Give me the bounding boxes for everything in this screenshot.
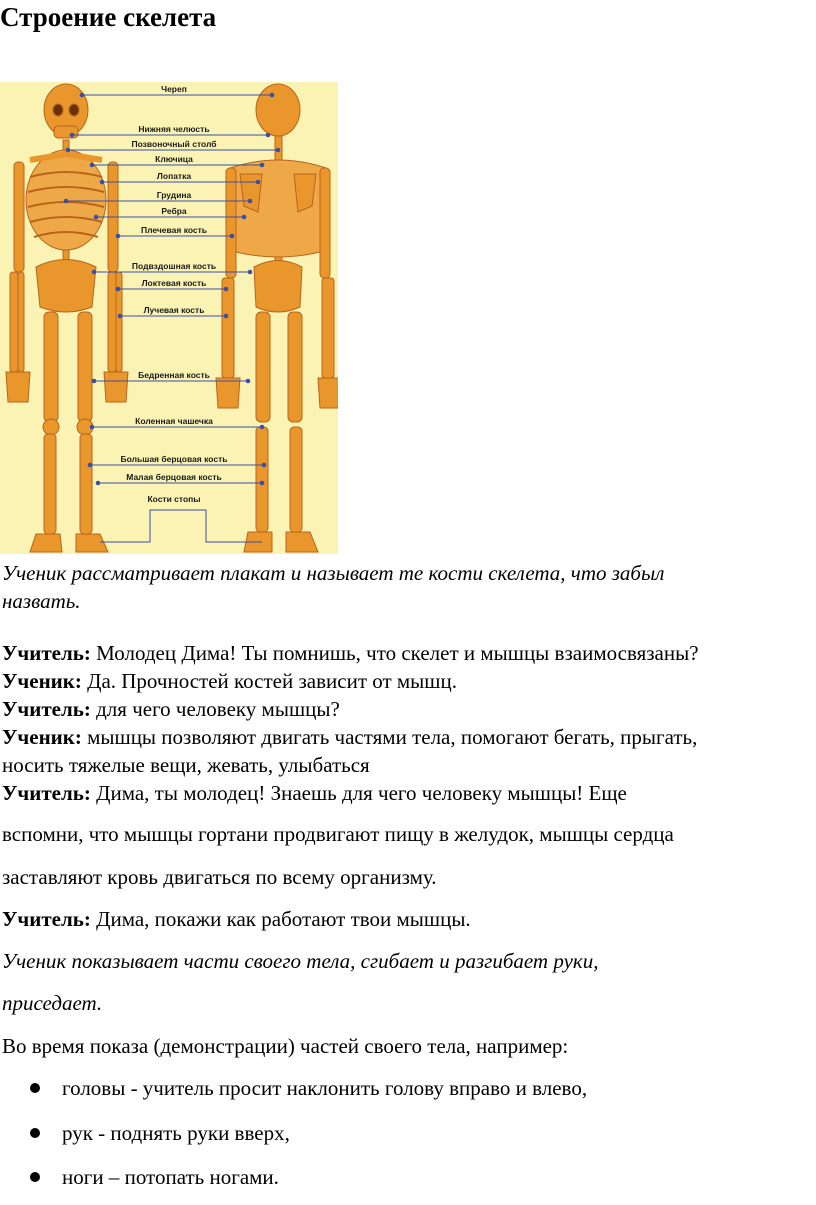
pointer-dot: [260, 481, 264, 485]
dialog-line: [2, 640, 699, 666]
pointer-dot: [248, 270, 252, 274]
bullet-icon: [30, 1083, 40, 1093]
poster-label: Череп: [161, 84, 187, 94]
poster-label: Локтевая кость: [141, 278, 207, 288]
pointer-dot: [246, 379, 250, 383]
utterance: Молодец Дима! Ты помнишь, что скелет и мышцы взаимосвязаны?: [90, 641, 699, 665]
poster-label: Подвздошная кость: [131, 261, 217, 271]
pointer-dot: [276, 148, 280, 152]
list-item: ноги – потопать ногами.: [62, 1165, 279, 1189]
pointer-dot: [224, 287, 228, 291]
poster-label: Малая берцовая кость: [126, 472, 222, 482]
speaker: Учитель:: [2, 781, 91, 805]
pointer-dot: [118, 314, 122, 318]
poster-label: Большая берцовая кость: [120, 454, 228, 464]
poster-label: Лучевая кость: [143, 305, 205, 315]
speaker: Учитель:: [2, 697, 91, 721]
dialog-line: [2, 696, 340, 722]
speaker: Учитель:: [2, 907, 91, 931]
pointer-dot: [270, 93, 274, 97]
utterance: Дима, покажи как работают твои мышцы.: [90, 907, 471, 931]
poster-label: Лопатка: [156, 171, 192, 181]
pointer-dot: [260, 163, 264, 167]
pointer-dot: [262, 463, 266, 467]
poster-label: Нижняя челюсть: [138, 124, 210, 134]
poster-label: Кости стопы: [147, 494, 201, 504]
dialog-line: [2, 906, 471, 932]
pointer-dot: [66, 148, 70, 152]
pointer-dot: [100, 180, 104, 184]
poster-label: Ребра: [161, 206, 187, 216]
pointer-dot: [92, 379, 96, 383]
pointer-dot: [80, 93, 84, 97]
dialog-line: [2, 780, 627, 806]
poster-label: Грудина: [156, 190, 192, 200]
pointer-dot: [260, 425, 264, 429]
pointer-dot: [94, 215, 98, 219]
bullet-icon: [30, 1172, 40, 1182]
stage-direction-cont: приседает.: [2, 991, 103, 1015]
list-item: рук - поднять руки вверх,: [62, 1121, 290, 1145]
utterance: для чего человеку мышцы?: [90, 697, 340, 721]
speaker: Ученик:: [2, 725, 82, 749]
poster-label: Плечевая кость: [140, 225, 208, 235]
dialog-line: [2, 724, 697, 750]
dialog-line: [2, 668, 457, 694]
utterance: Да. Прочностей костей зависит от мышц.: [81, 669, 457, 693]
bullet-icon: [30, 1128, 40, 1138]
pointer-dot: [96, 481, 100, 485]
stage-direction: Ученик показывает части своего тела, сгибает и разгибает руки,: [2, 949, 599, 973]
dialog-line-cont: вспомни, что мышцы гортани продвигают пищу в желудок, мышцы сердца: [2, 822, 674, 846]
poster-label: Позвоночный столб: [131, 139, 217, 149]
pointer-dot: [242, 215, 246, 219]
utterance: Дима, ты молодец! Знаешь для чего человеку мышцы! Еще: [90, 781, 627, 805]
page-title: Строение скелета: [0, 2, 217, 32]
poster-label: Бедренная кость: [138, 370, 210, 380]
pointer-dot: [90, 163, 94, 167]
pointer-dot: [224, 314, 228, 318]
pointer-dot: [116, 287, 120, 291]
pointer-dot: [88, 463, 92, 467]
speaker: Учитель:: [2, 641, 91, 665]
intro-line-cont: назвать.: [2, 589, 81, 613]
pointer-dot: [256, 180, 260, 184]
utterance: мышцы позволяют двигать частями тела, помогают бегать, прыгать,: [81, 725, 698, 749]
dialog-line-cont: носить тяжелые вещи, жевать, улыбаться: [2, 753, 370, 777]
pointer-dot: [90, 425, 94, 429]
list-intro: Во время показа (демонстрации) частей своего тела, например:: [2, 1034, 569, 1058]
list-item: головы - учитель просит наклонить голову вправо и влево,: [62, 1076, 588, 1100]
intro-line: Ученик рассматривает плакат и называет те кости скелета, что забыл: [2, 561, 665, 585]
poster-label: Ключица: [155, 154, 193, 164]
pointer-dot: [92, 270, 96, 274]
pointer-dot: [266, 133, 270, 137]
speaker: Ученик:: [2, 669, 82, 693]
poster-label: Коленная чашечка: [135, 416, 213, 426]
pointer-dot: [248, 199, 252, 203]
dialog-line-cont: заставляют кровь двигаться по всему организму.: [2, 865, 437, 889]
skeleton-poster: [0, 82, 338, 554]
pointer-dot: [64, 199, 68, 203]
pointer-dot: [70, 133, 74, 137]
pointer-dot: [230, 234, 234, 238]
pointer-dot: [116, 234, 120, 238]
